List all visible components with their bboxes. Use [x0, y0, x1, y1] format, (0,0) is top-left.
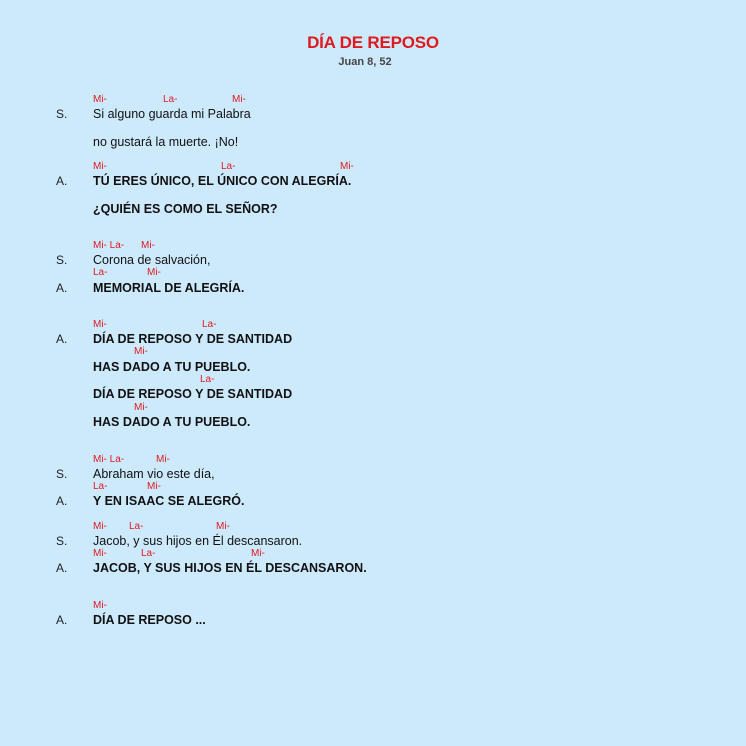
lyric-line: DÍA DE REPOSO Y DE SANTIDAD: [93, 387, 293, 401]
chord: La-: [141, 548, 156, 559]
lyric-line: Y EN ISAAC SE ALEGRÓ.: [93, 494, 245, 508]
chord: Mi-: [232, 94, 246, 105]
song-title: DÍA DE REPOSO: [307, 33, 439, 52]
chord: Mi-: [156, 454, 170, 465]
chord: La-: [202, 319, 217, 330]
lyric-line: Abraham vio este día,: [93, 467, 215, 481]
chord: Mi-: [216, 521, 230, 532]
speaker-label: A.: [56, 281, 68, 295]
chord: Mi-: [147, 267, 161, 278]
lyric-line: HAS DADO A TU PUEBLO.: [93, 360, 251, 374]
speaker-label: S.: [56, 107, 68, 121]
lyric-line: MEMORIAL DE ALEGRÍA.: [93, 281, 245, 295]
speaker-label: A.: [56, 174, 68, 188]
chord: Mi-: [134, 346, 148, 357]
lyric-line: DÍA DE REPOSO Y DE SANTIDAD: [93, 332, 293, 346]
chord: Mi- La-: [93, 240, 125, 251]
chord: La-: [129, 521, 144, 532]
chord: La-: [93, 481, 108, 492]
chord: Mi-: [93, 161, 107, 172]
lyric-line: JACOB, Y SUS HIJOS EN ÉL DESCANSARON.: [93, 561, 367, 575]
chord: Mi-: [134, 402, 148, 413]
lyric-line: ¿QUIÉN ES COMO EL SEÑOR?: [93, 202, 278, 216]
chord: La-: [93, 267, 108, 278]
chord: Mi-: [141, 240, 155, 251]
chord: La-: [221, 161, 236, 172]
chord: Mi-: [93, 319, 107, 330]
speaker-label: S.: [56, 467, 68, 481]
chord: Mi-: [93, 600, 107, 611]
lyric-line: Jacob, y sus hijos en Él descansaron.: [93, 534, 303, 548]
chord: Mi-: [93, 548, 107, 559]
speaker-label: A.: [56, 613, 68, 627]
lyric-line: TÚ ERES ÚNICO, EL ÚNICO CON ALEGRÍA.: [93, 174, 352, 188]
chord: Mi-: [93, 94, 107, 105]
chord: La-: [200, 374, 215, 385]
chord: Mi- La-: [93, 454, 125, 465]
chord: La-: [163, 94, 178, 105]
lyric-line: HAS DADO A TU PUEBLO.: [93, 415, 251, 429]
speaker-label: S.: [56, 534, 68, 548]
lyric-line: no gustará la muerte. ¡No!: [93, 135, 239, 149]
chord: Mi-: [93, 521, 107, 532]
speaker-label: A.: [56, 561, 68, 575]
chord: Mi-: [251, 548, 265, 559]
chord: Mi-: [147, 481, 161, 492]
speaker-label: A.: [56, 494, 68, 508]
song-reference: Juan 8, 52: [338, 56, 392, 68]
speaker-label: S.: [56, 253, 68, 267]
lyric-line: DÍA DE REPOSO ...: [93, 613, 206, 627]
speaker-label: A.: [56, 332, 68, 346]
lyric-line: Si alguno guarda mi Palabra: [93, 107, 251, 121]
chord: Mi-: [340, 161, 354, 172]
lyric-line: Corona de salvación,: [93, 253, 211, 267]
